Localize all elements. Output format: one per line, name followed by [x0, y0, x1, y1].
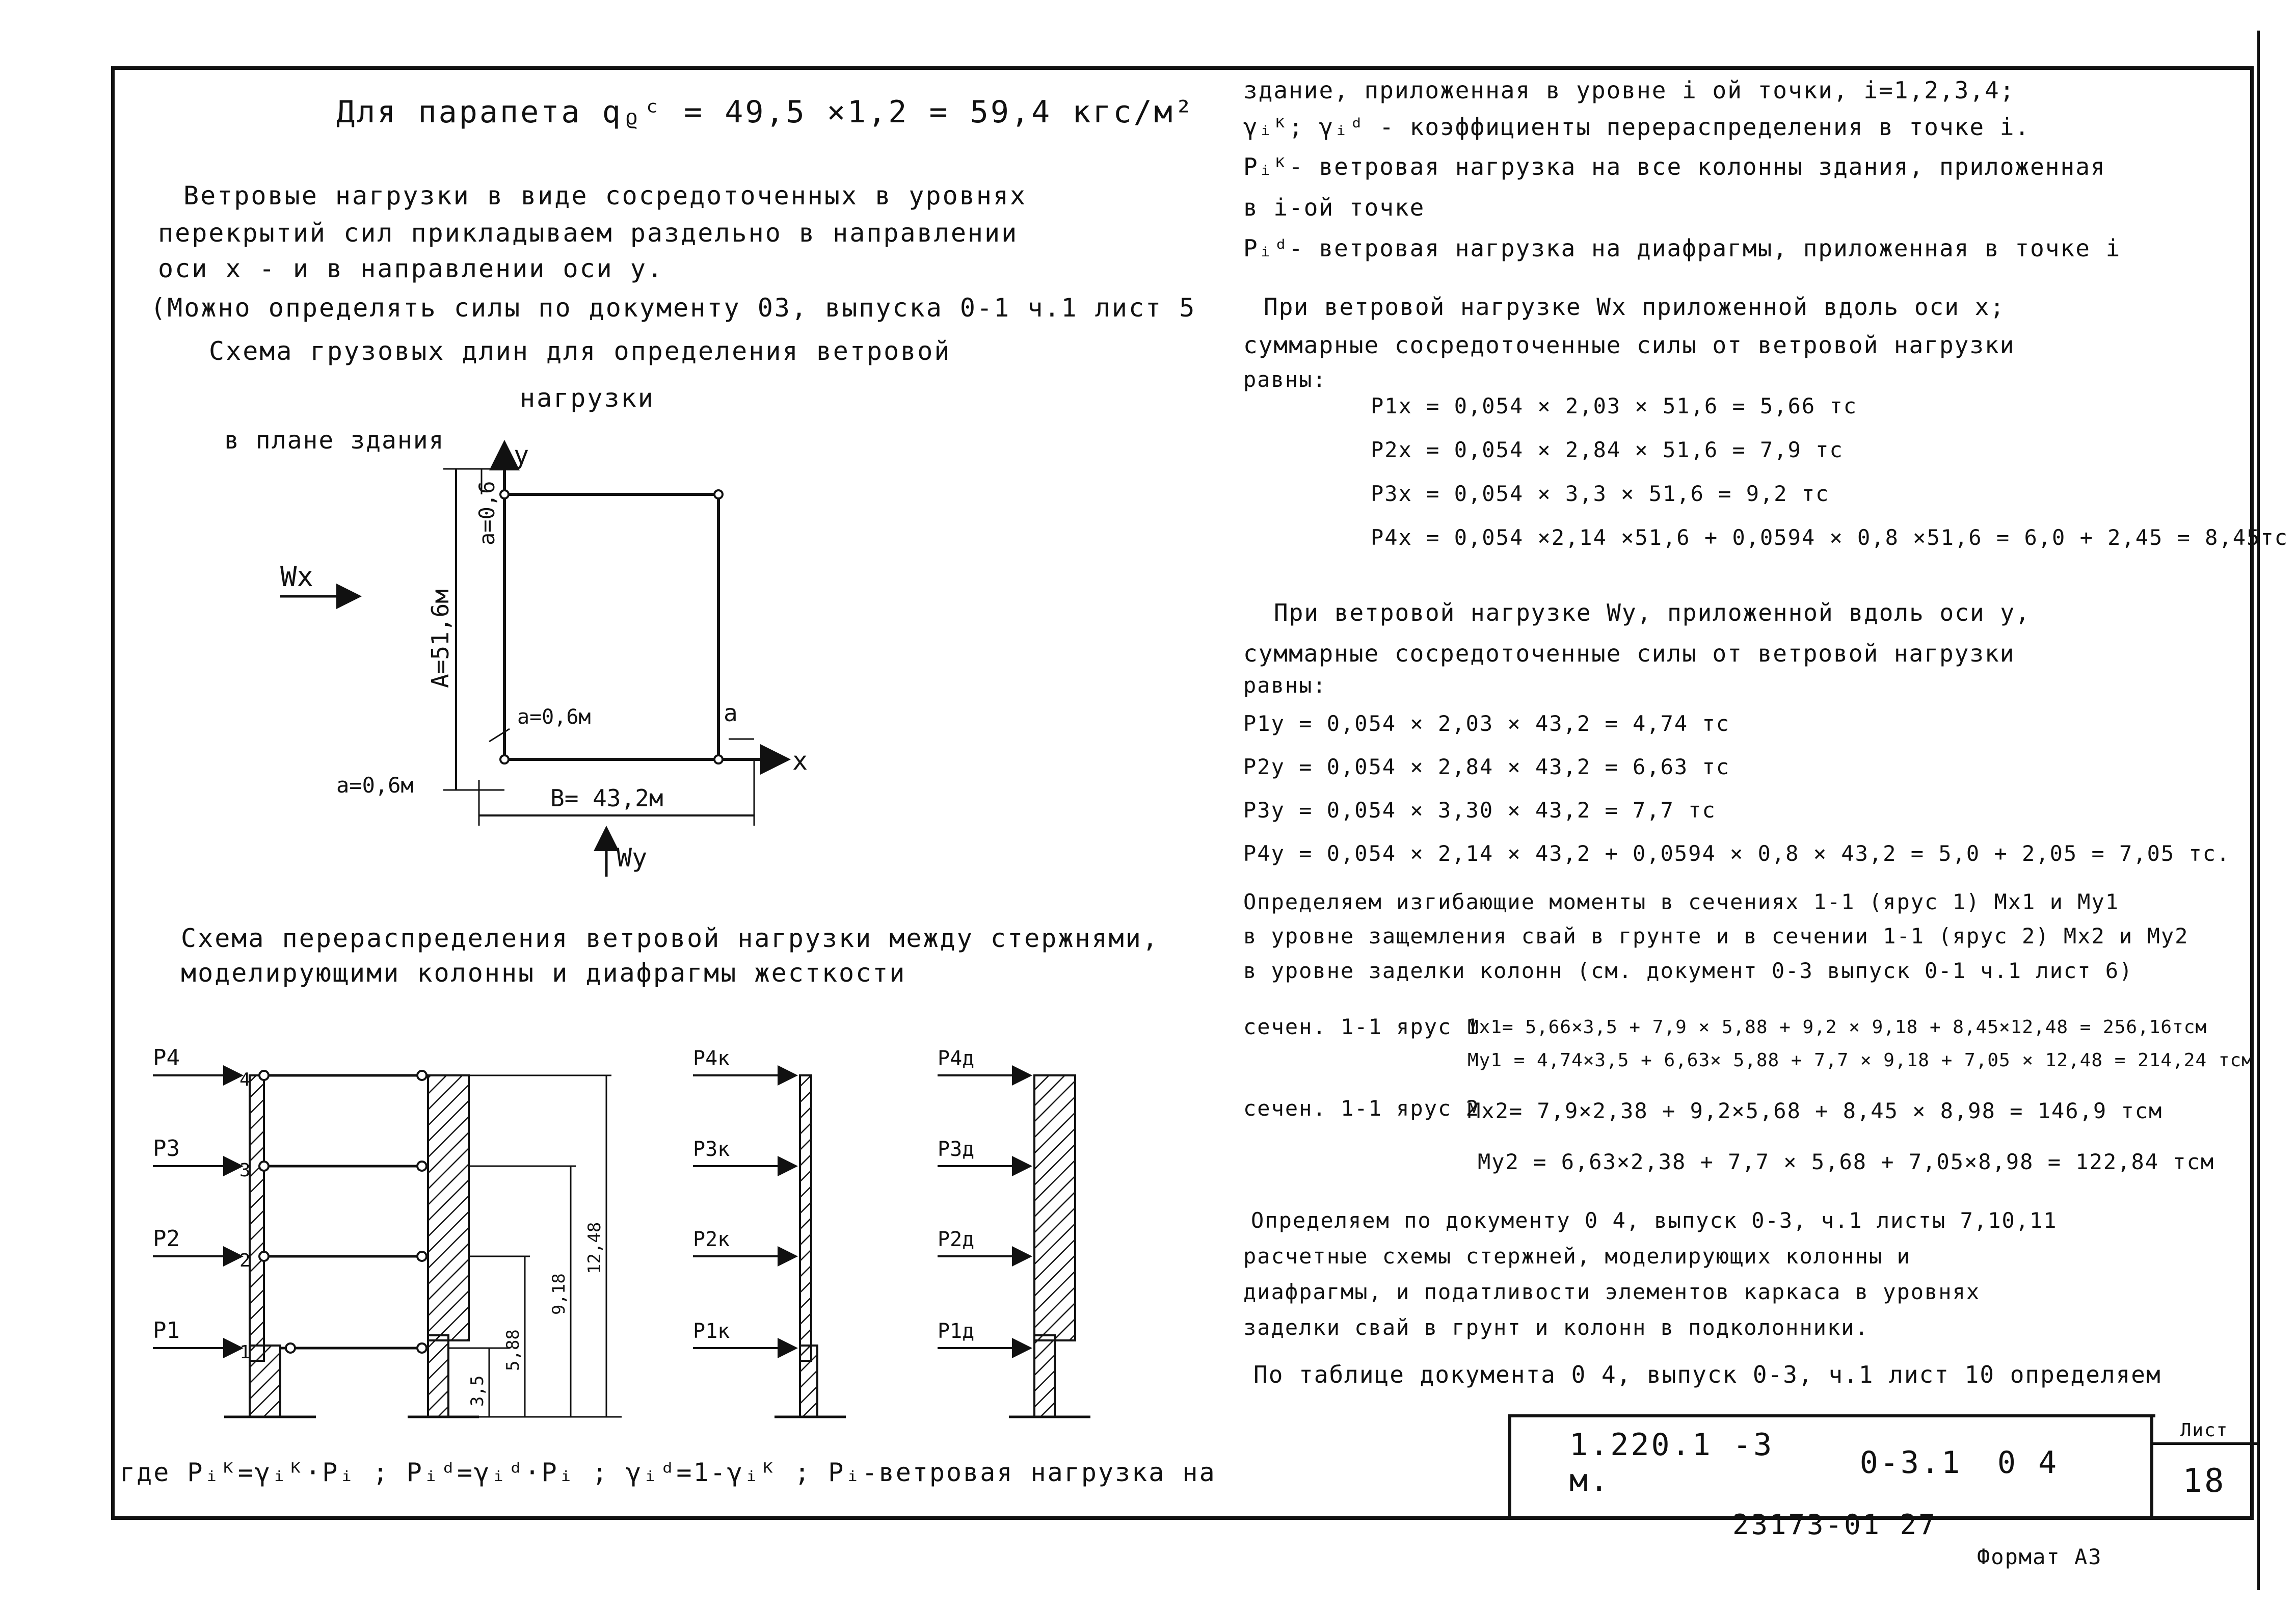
wind-para-line-3: оси x - и в направлении оси y.	[158, 254, 664, 283]
wy-label: Wy	[617, 843, 648, 873]
corner-node-tr	[714, 490, 723, 498]
right-top-line-2: γᵢᴷ; γᵢᵈ - коэффициенты перераспределения в точке i.	[1243, 113, 2031, 141]
doc-note: (Можно определять силы по документу 03, выпуска 0-1 ч.1 лист 5	[150, 293, 1196, 323]
stamp-sheet-number: 18	[2182, 1462, 2226, 1500]
corner-node-bl	[500, 755, 509, 763]
stamp-left-line	[1508, 1414, 1511, 1520]
a-right-dim: a	[724, 699, 738, 727]
level-1: 1	[239, 1342, 251, 1363]
final-line-5: По таблице документа 0 4, выпуск 0-3, ч.1 лист 10 определяем	[1253, 1361, 2161, 1388]
diaphragm-wall	[1034, 1075, 1075, 1340]
right-top-line-5: Pᵢᵈ- ветровая нагрузка на диафрагмы, приложенная в точке i	[1243, 234, 2121, 262]
column-rod-base	[800, 1346, 817, 1417]
x-axis-label: x	[792, 746, 808, 776]
format-label: Формат А3	[1977, 1544, 2102, 1569]
plan-diagram	[224, 423, 866, 882]
pd-label-3: P3д	[938, 1138, 975, 1161]
wx-intro-1: При ветровой нагрузке Wx приложенной вдоль оси x;	[1264, 293, 2006, 321]
stamp-sheet-label: Лист	[2180, 1419, 2229, 1441]
wind-para-line-2: перекрытий сил прикладываем раздельно в направлении	[158, 218, 1019, 248]
sec2-my: My2 = 6,63×2,38 + 7,7 × 5,68 + 7,05×8,98 = 122,84 тсм	[1478, 1149, 2215, 1174]
wy-intro-3: равны:	[1243, 673, 1327, 698]
corner-node-br	[714, 755, 723, 763]
moments-intro-1: Определяем изгибающие моменты в сечениях 1-1 (ярус 1) Mx1 и My1	[1243, 889, 2120, 914]
load-formula: где Pᵢᴷ=γᵢᴷ·Pᵢ ; Pᵢᵈ=γᵢᵈ·Pᵢ ; γᵢᵈ=1-γᵢᴷ ; Pᵢ-ветровая нагрузка на	[120, 1458, 1216, 1487]
frame-diagram	[143, 1030, 1111, 1458]
diaphragm-base	[1034, 1335, 1055, 1417]
pd-label-2: P2д	[938, 1228, 975, 1251]
right-edge-line	[2257, 31, 2260, 1590]
parapet-line: Для парапета qᵨᶜ = 49,5 ×1,2 = 59,4 кгс/м²	[336, 94, 1195, 130]
stamp-code: 1.220.1 -3 м.	[1569, 1427, 1774, 1498]
a-length-dim: A=51,6м	[426, 589, 454, 688]
pk-label-2: P2к	[693, 1228, 730, 1251]
dim-9-18: 9,18	[549, 1273, 569, 1315]
wx-intro-3: равны:	[1243, 367, 1327, 392]
b-width-dim: B= 43,2м	[550, 784, 663, 812]
inventory-number: 23173-01 27	[1732, 1509, 1937, 1541]
sec2-mx: Mx2= 7,9×2,38 + 9,2×5,68 + 8,45 × 8,98 = 146,9 тсм	[1467, 1098, 2163, 1123]
wx-intro-2: суммарные сосредоточенные силы от ветровой нагрузки	[1243, 331, 2015, 359]
sec2-label: сечен. 1-1 ярус 2	[1243, 1096, 1480, 1121]
pd-label-4: P4д	[938, 1047, 975, 1070]
right-top-line-4: в i-ой точке	[1243, 194, 1425, 221]
right-top-line-1: здание, приложенная в уровне i ой точки, i=1,2,3,4;	[1243, 76, 2015, 104]
frame-left-base	[250, 1346, 280, 1417]
pk-label-1: P1к	[693, 1320, 730, 1343]
sec1-mx: Mx1= 5,66×3,5 + 7,9 × 5,88 + 9,2 × 9,18 + 8,45×12,48 = 256,16тсм	[1467, 1017, 2207, 1038]
moments-intro-3: в уровне заделки колонн (см. документ 0-3 выпуск 0-1 ч.1 лист 6)	[1243, 958, 2133, 983]
p1y-eq: P1y = 0,054 × 2,03 × 43,2 = 4,74 тс	[1243, 711, 1730, 736]
p3x-eq: P3x = 0,054 × 3,3 × 51,6 = 9,2 тс	[1371, 481, 1830, 506]
scheme1-title-line-1: Схема грузовых длин для определения ветровой	[209, 336, 951, 366]
p4y-eq: P4y = 0,054 × 2,14 × 43,2 + 0,0594 × 0,8 × 43,2 = 5,0 + 2,05 = 7,05 тс.	[1243, 841, 2231, 866]
load-label-p3: P3	[153, 1136, 180, 1162]
load-label-p2: P2	[153, 1226, 180, 1252]
sec1-my: My1 = 4,74×3,5 + 6,63× 5,88 + 7,7 × 9,18 + 7,05 × 12,48 = 214,24 тсм	[1467, 1050, 2253, 1071]
pk-label-4: P4к	[693, 1047, 730, 1070]
scheme2-title-line-2: моделирующими колонны и диафрагмы жесткости	[181, 958, 906, 988]
column-rod	[800, 1075, 811, 1361]
wx-label: Wx	[280, 561, 314, 593]
final-line-2: расчетные схемы стержней, моделирующих колонны и	[1243, 1244, 1911, 1269]
load-label-p4: P4	[153, 1045, 180, 1071]
a-top-dim: a=0,6	[474, 481, 499, 545]
final-line-3: диафрагмы, и податливости элементов каркаса в уровнях	[1243, 1279, 1981, 1304]
stamp-top-line	[1508, 1414, 2155, 1417]
corner-node-tl	[500, 490, 509, 498]
pk-label-3: P3к	[693, 1138, 730, 1161]
p3y-eq: P3y = 0,054 × 3,30 × 43,2 = 7,7 тс	[1243, 798, 1716, 823]
pd-label-1: P1д	[938, 1320, 975, 1343]
plan-label: в плане здания	[224, 426, 445, 455]
p2y-eq: P2y = 0,054 × 2,84 × 43,2 = 6,63 тс	[1243, 754, 1730, 779]
p1x-eq: P1x = 0,054 × 2,03 × 51,6 = 5,66 тс	[1371, 393, 1858, 418]
frame-right-base	[428, 1335, 448, 1417]
right-top-line-3: Pᵢᴷ- ветровая нагрузка на все колонны здания, приложенная	[1243, 153, 2106, 180]
dim-5-88: 5,88	[503, 1329, 523, 1371]
stamp-sheet-hline	[2150, 1442, 2257, 1445]
frame-left-column	[250, 1075, 264, 1361]
stamp-doc: 0 4	[1997, 1445, 2059, 1481]
wy-intro-2: суммарные сосредоточенные силы от ветровой нагрузки	[1243, 640, 2015, 667]
wy-intro-1: При ветровой нагрузке Wy, приложенной вдоль оси y,	[1274, 599, 2031, 626]
level-2: 2	[239, 1250, 251, 1271]
scheme1-title-line-2: нагрузки	[520, 383, 655, 413]
level-4: 4	[239, 1069, 251, 1090]
level-3: 3	[239, 1160, 251, 1181]
y-axis-label: y	[514, 440, 529, 470]
a-bottom-dim: a=0,6м	[336, 773, 414, 798]
frame-right-wall	[428, 1075, 469, 1340]
final-line-1: Определяем по документу 0 4, выпуск 0-3, ч.1 листы 7,10,11	[1251, 1208, 2058, 1233]
stamp-series: 0-3.1	[1859, 1445, 1962, 1481]
sec1-label: сечен. 1-1 ярус 1	[1243, 1014, 1480, 1039]
p2x-eq: P2x = 0,054 × 2,84 × 51,6 = 7,9 тс	[1371, 437, 1844, 462]
load-label-p1: P1	[153, 1317, 180, 1343]
dim-12-48: 12,48	[584, 1222, 605, 1274]
moments-intro-2: в уровне защемления свай в грунте и в сечении 1-1 (ярус 2) Mx2 и My2	[1243, 924, 2189, 948]
wind-para-line-1: Ветровые нагрузки в виде сосредоточенных в уровнях	[183, 181, 1027, 210]
p4x-eq: P4x = 0,054 ×2,14 ×51,6 + 0,0594 × 0,8 ×51,6 = 6,0 + 2,45 = 8,45тс	[1371, 525, 2288, 550]
final-line-4: заделки свай в грунт и колонн в подколонники.	[1243, 1315, 1869, 1340]
dim-3-5: 3,5	[467, 1375, 488, 1407]
scheme2-title-line-1: Схема перераспределения ветровой нагрузки между стержнями,	[181, 924, 1159, 953]
a-inner-dim: a=0,6м	[517, 705, 591, 729]
